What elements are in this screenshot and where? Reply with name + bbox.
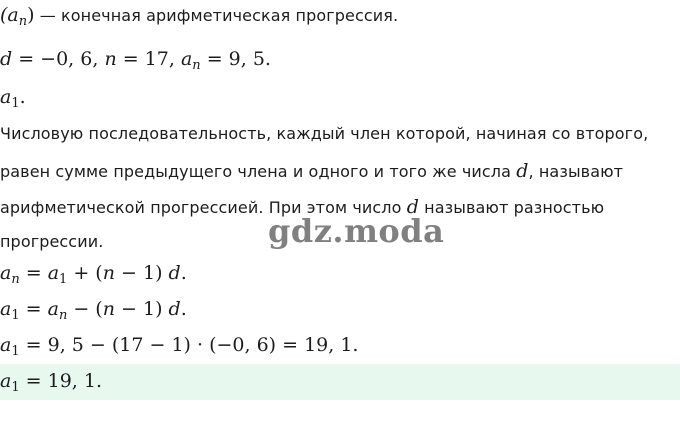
find-line [0, 86, 26, 111]
answer-a: a [0, 370, 12, 392]
f2-an: a [47, 298, 59, 320]
f2-eq: = [19, 298, 48, 320]
formula-a1 [0, 298, 187, 323]
definition-line-2-end: , называют [528, 162, 624, 181]
definition-line-1: Числовую последовательность, каждый член которой, начиная со второго, [0, 124, 649, 143]
given-an-sub: n [192, 58, 201, 73]
answer-expr: = 19, 1. [19, 370, 102, 392]
seq-close: ) [27, 4, 35, 26]
given-values [0, 48, 271, 73]
find-dot: . [19, 86, 26, 108]
f1-rest2: − 1) [114, 262, 169, 284]
f1-eq: = [19, 262, 48, 284]
f2-n: n [102, 298, 115, 320]
definition-var-d: d [516, 160, 529, 182]
f1-d: d [168, 262, 181, 284]
f1-rest: + ( [67, 262, 103, 284]
seq-symbol: (a [0, 4, 19, 26]
definition-line-2-text: равен сумме предыдущего члена и одного и того же числа [0, 162, 517, 181]
f2-a: a [0, 298, 12, 320]
definition-line-2 [0, 160, 623, 182]
watermark-logo: gdz.moda [268, 212, 445, 250]
definition-line-3-text: арифметической прогрессией. При этом число [0, 198, 407, 217]
f2-d: d [168, 298, 181, 320]
calculation [0, 334, 359, 359]
f1-n: n [102, 262, 115, 284]
calc-a: a [0, 334, 12, 356]
given-d-value: = −0, 6, [12, 48, 105, 70]
calc-expr: = 9, 5 − (17 − 1) · (−0, 6) = 19, 1. [19, 334, 359, 356]
f2-rest2: − 1) [114, 298, 169, 320]
definition-line-4: прогрессии. [0, 232, 104, 251]
problem-statement [0, 4, 399, 29]
given-n-value: = 17, [116, 48, 181, 70]
f2-sub-n: n [58, 308, 68, 323]
f1-a1: a [47, 262, 60, 284]
f1-sub-1: 1 [59, 272, 68, 287]
formula-general [0, 262, 187, 287]
given-n: n [104, 48, 117, 70]
find-sub: 1 [11, 96, 20, 111]
given-an: a [180, 48, 193, 70]
f1-a: a [0, 262, 12, 284]
answer [0, 370, 102, 395]
given-an-value: = 9, 5. [200, 48, 271, 70]
definition-line-3-end: называют разностью [418, 198, 605, 217]
answer-highlight [0, 364, 680, 400]
answer-sub-1: 1 [11, 380, 20, 395]
f1-end: . [180, 262, 187, 284]
calc-sub-1: 1 [11, 344, 20, 359]
find-a: a [0, 86, 12, 108]
f2-sub-1: 1 [11, 308, 20, 323]
f2-rest: − ( [67, 298, 103, 320]
definition-var-d-2: d [406, 196, 419, 218]
given-d: d [0, 48, 13, 70]
seq-sub: n [18, 14, 28, 29]
f2-end: . [180, 298, 187, 320]
statement-text: — конечная арифметическая прогрессия. [34, 6, 399, 25]
f1-sub-n: n [11, 272, 20, 287]
